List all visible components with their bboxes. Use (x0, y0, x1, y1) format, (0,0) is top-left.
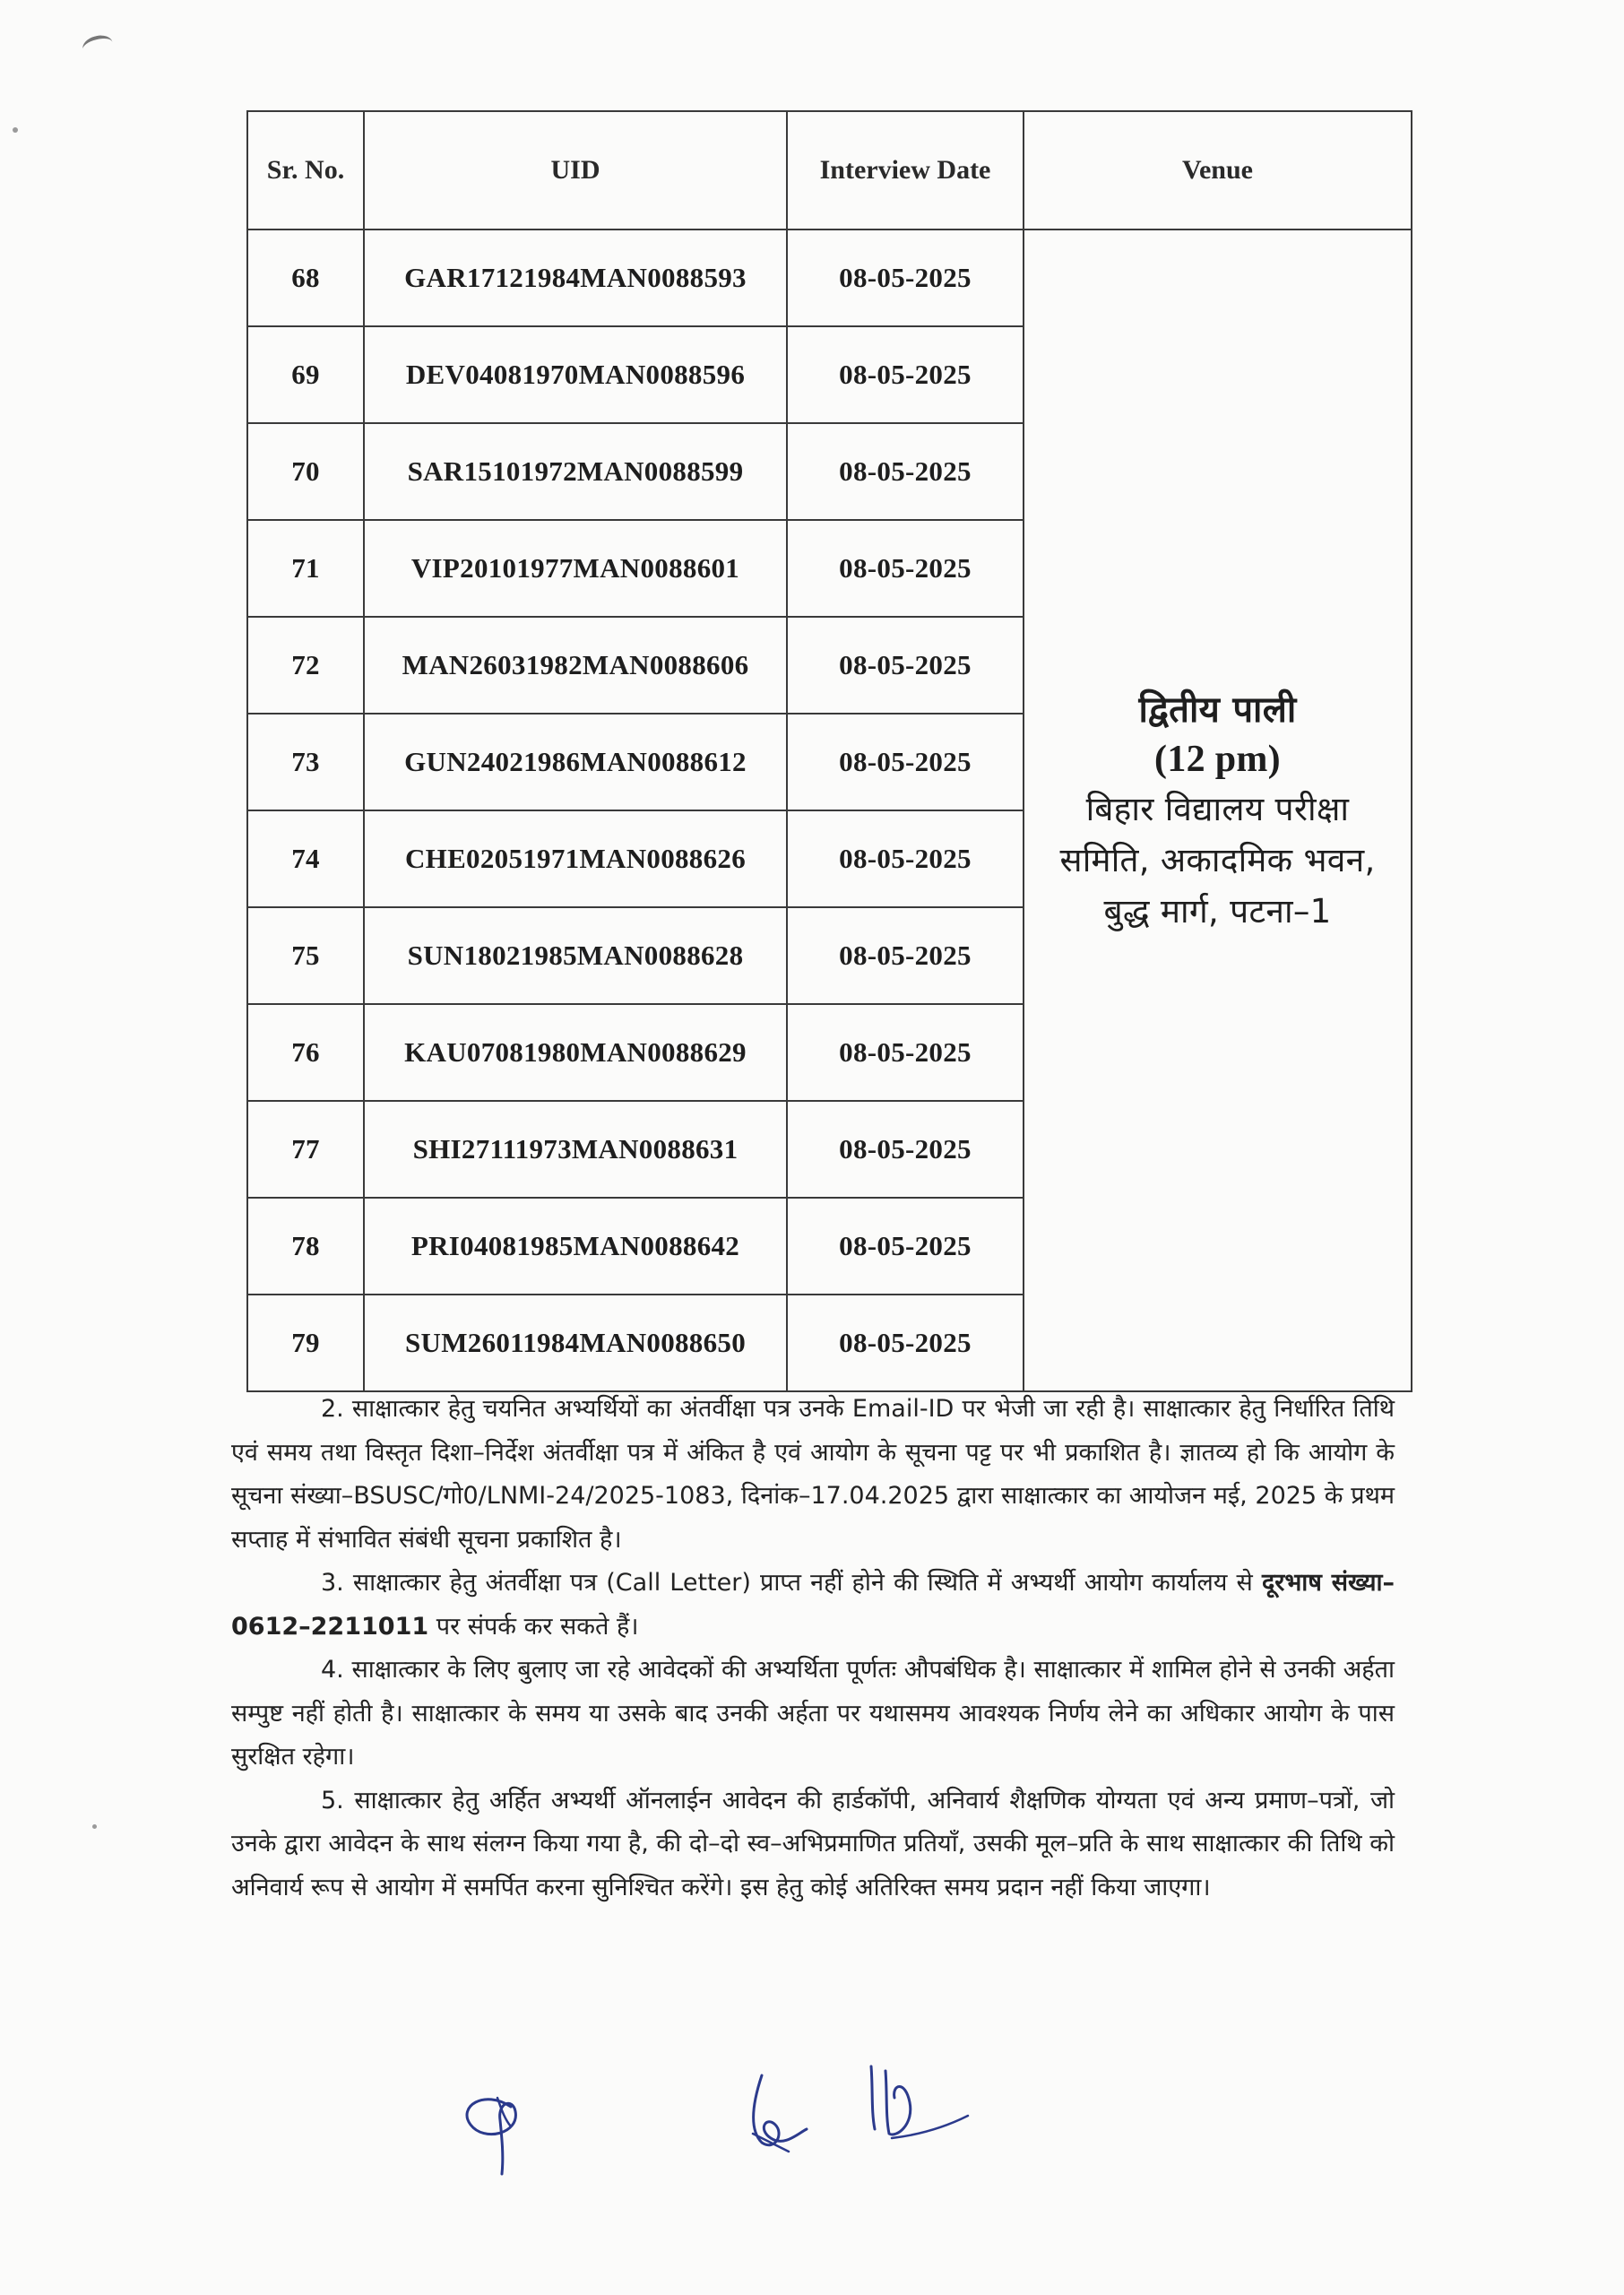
cell-sr-no: 70 (247, 423, 364, 520)
venue-shift: द्वितीय पाली (1138, 688, 1297, 731)
cell-interview-date: 08-05-2025 (787, 230, 1024, 326)
cell-interview-date: 08-05-2025 (787, 907, 1024, 1004)
cell-uid: SUN18021985MAN0088628 (364, 907, 787, 1004)
cell-sr-no: 72 (247, 617, 364, 714)
cell-sr-no: 73 (247, 714, 364, 810)
paragraph-2 (231, 1388, 1395, 1562)
interview-schedule-table-wrapper (246, 110, 1411, 1392)
venue-time: (12 pm) (1154, 738, 1281, 780)
paragraph-text: पर संपर्क कर सकते हैं। (436, 1612, 639, 1641)
scan-speck (92, 1824, 97, 1829)
signature-1-icon (448, 2071, 547, 2178)
signature-2-icon (735, 2066, 816, 2165)
header-uid: UID (364, 111, 787, 230)
cell-uid: DEV04081970MAN0088596 (364, 326, 787, 423)
paragraph-text: साक्षात्कार हेतु अंतर्वीक्षा पत्र (Call Letter) प्राप्त नहीं होने की स्थिति में अभ्यर्थी आयोग कार्यालय से (352, 1569, 1253, 1597)
header-sr-no: Sr. No. (247, 111, 364, 230)
interview-schedule-table (246, 110, 1412, 1392)
paragraph-number: 4. (321, 1656, 344, 1684)
scan-corner-mark (81, 32, 115, 59)
cell-uid: SHI27111973MAN0088631 (364, 1101, 787, 1198)
paragraph-text: साक्षात्कार हेतु चयनित अभ्यर्थियों का अंतर्वीक्षा पत्र उनके Email-ID पर भेजी जा रही है। साक्षात्कार हेतु निर्धारित तिथि एवं समय तथा विस्तृत दिशा–निर्देश अंतर्वीक्षा पत्र में अंकित है एवं आयोग के सूचना पट्ट पर भी प्रकाशित है। ज्ञातव्य हो कि आयोग के सूचना संख्या–BSUSC/गो0/LNMI-24/2025-1083, दिनांक–17.04.2025 द्वारा साक्षात्कार का आयोजन मई, 2025 के प्रथम सप्ताह में संभावित संबंधी सूचना प्रकाशित है। (231, 1395, 1395, 1554)
header-venue: Venue (1024, 111, 1412, 230)
cell-interview-date: 08-05-2025 (787, 714, 1024, 810)
cell-interview-date: 08-05-2025 (787, 1004, 1024, 1101)
cell-interview-date: 08-05-2025 (787, 1101, 1024, 1198)
cell-uid: VIP20101977MAN0088601 (364, 520, 787, 617)
venue-address: बिहार विद्यालय परीक्षा समिति, अकादमिक भवन, बुद्ध मार्ग, पटना–1 (1059, 789, 1376, 931)
cell-sr-no: 78 (247, 1198, 364, 1295)
paragraph-number: 5. (321, 1786, 344, 1814)
cell-interview-date: 08-05-2025 (787, 1198, 1024, 1295)
cell-sr-no: 79 (247, 1295, 364, 1391)
cell-sr-no: 75 (247, 907, 364, 1004)
paragraph-text: साक्षात्कार हेतु अर्हित अभ्यर्थी ऑनलाईन आवेदन की हार्डकॉपी, अनिवार्य शैक्षणिक योग्यता एवं अन्य प्रमाण–पत्रों, जो उनके द्वारा आवेदन के साथ संलग्न किया गया है, की दो–दो स्व–अभिप्रमाणित प्रतियाँ, उसकी मूल–प्रति के साथ साक्षात्कार की तिथि को अनिवार्य रूप से आयोग में समर्पित करना सुनिश्चित करेंगे। इस हेतु कोई अतिरिक्त समय प्रदान नहीं किया जाएगा। (231, 1786, 1395, 1901)
cell-sr-no: 76 (247, 1004, 364, 1101)
cell-interview-date: 08-05-2025 (787, 810, 1024, 907)
cell-venue (1024, 230, 1412, 1391)
cell-interview-date: 08-05-2025 (787, 326, 1024, 423)
cell-uid: GUN24021986MAN0088612 (364, 714, 787, 810)
notice-paragraphs (231, 1388, 1395, 1910)
header-interview-date: Interview Date (787, 111, 1024, 230)
cell-interview-date: 08-05-2025 (787, 617, 1024, 714)
cell-sr-no: 68 (247, 230, 364, 326)
paragraph-5 (231, 1780, 1395, 1910)
cell-uid: MAN26031982MAN0088606 (364, 617, 787, 714)
phone-number: दूरभाष संख्या–0612–2211011 (231, 1569, 1395, 1641)
signatures (439, 2053, 1013, 2187)
cell-interview-date: 08-05-2025 (787, 423, 1024, 520)
scan-speck (13, 127, 18, 133)
signature-3-icon (860, 2053, 977, 2152)
paragraph-number: 3. (321, 1569, 344, 1597)
cell-sr-no: 69 (247, 326, 364, 423)
cell-interview-date: 08-05-2025 (787, 1295, 1024, 1391)
cell-uid: CHE02051971MAN0088626 (364, 810, 787, 907)
cell-sr-no: 77 (247, 1101, 364, 1198)
cell-uid: KAU07081980MAN0088629 (364, 1004, 787, 1101)
cell-sr-no: 74 (247, 810, 364, 907)
paragraph-number: 2. (321, 1395, 344, 1423)
cell-uid: GAR17121984MAN0088593 (364, 230, 787, 326)
cell-interview-date: 08-05-2025 (787, 520, 1024, 617)
table-row (247, 230, 1412, 326)
paragraph-3 (231, 1562, 1395, 1649)
cell-uid: PRI04081985MAN0088642 (364, 1198, 787, 1295)
paragraph-text: साक्षात्कार के लिए बुलाए जा रहे आवेदकों की अभ्यर्थिता पूर्णतः औपबंधिक है। साक्षात्कार में शामिल होने से उनकी अर्हता सम्पुष्ट नहीं होती है। साक्षात्कार के समय या उसके बाद उनकी अर्हता पर यथासमय आवश्यक निर्णय लेने का अधिकार आयोग के पास सुरक्षित रहेगा। (231, 1656, 1395, 1771)
cell-uid: SUM26011984MAN0088650 (364, 1295, 787, 1391)
table-header-row (247, 111, 1412, 230)
cell-uid: SAR15101972MAN0088599 (364, 423, 787, 520)
paragraph-4 (231, 1649, 1395, 1780)
cell-sr-no: 71 (247, 520, 364, 617)
